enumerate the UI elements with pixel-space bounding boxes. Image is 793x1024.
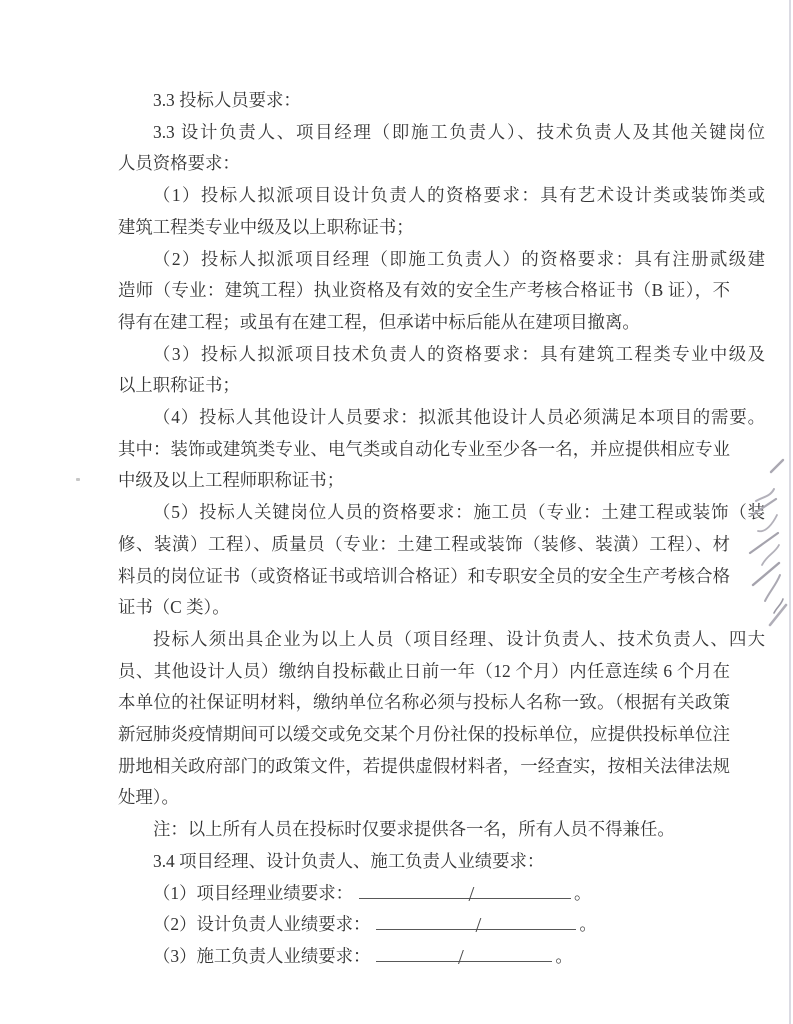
text-line: 投标人须出具企业为以上人员（项目经理、设计负责人、技术负责人、四大 [153, 628, 765, 649]
text-line: 造师（专业：建筑工程）执业资格及有效的安全生产考核合格证书（B 证），不 [118, 280, 730, 301]
text-line: 员、其他设计人员）缴纳自投标截止日前一年（12 个月）内任意连续 6 个月在 [118, 660, 730, 681]
blank-item-label: （3）施工负责人业绩要求： [153, 945, 371, 966]
blank-underline [376, 944, 552, 969]
text-line: 本单位的社保证明材料，缴纳单位名称必须与投标人名称一致。（根据有关政策 [118, 692, 730, 713]
blank-item-suffix: 。 [555, 945, 573, 966]
text-line: 人员资格要求： [118, 153, 240, 174]
handwritten-margin-note [740, 455, 792, 630]
text-line: 3.3 投标人员要求： [153, 90, 301, 110]
fill-in-line [118, 944, 765, 968]
text-line: 中级及以上工程师职称证书； [118, 470, 345, 491]
text-line: 注：以上所有人员在投标时仅要求提供各一名，所有人员不得兼任。 [153, 819, 675, 840]
text-line: 册地相关政府部门的政策文件，若提供虚假材料者，一经查实，按相关法律法规 [118, 755, 730, 776]
text-line: 以上职称证书； [118, 375, 240, 396]
blank-item-label: （1）项目经理业绩要求： [153, 882, 353, 903]
blank-item-suffix: 。 [574, 882, 592, 903]
text-line: （5）投标人关键岗位人员的资格要求：施工员（专业：土建工程或装饰（装 [153, 502, 765, 523]
scan-speck [76, 478, 80, 481]
blank-item-suffix: 。 [579, 914, 597, 935]
text-line: （1）投标人拟派项目设计负责人的资格要求：具有艺术设计类或装饰类或 [153, 185, 765, 206]
blank-underline [359, 881, 571, 906]
blank-item-label: （2）设计负责人业绩要求： [153, 914, 371, 935]
text-line: 修、装潢）工程）、质量员（专业：土建工程或装饰（装修、装潢）工程）、材 [118, 533, 730, 554]
text-line: 3.4 项目经理、设计负责人、施工负责人业绩要求： [153, 850, 545, 871]
slash-mark: / [457, 944, 464, 969]
text-line: （3）投标人拟派项目技术负责人的资格要求：具有建筑工程类专业中级及 [153, 343, 765, 364]
text-line: 其中：装饰或建筑类专业、电气类或自动化专业至少各一名，并应提供相应专业 [118, 438, 730, 459]
text-line: （4）投标人其他设计人员要求：拟派其他设计人员必须满足本项目的需要。 [153, 407, 765, 427]
text-line: 3.3 设计负责人、项目经理（即施工负责人）、技术负责人及其他关键岗位 [153, 121, 765, 142]
scan-edge-line [789, 0, 791, 1024]
text-line: 建筑工程类专业中级及以上职称证书； [118, 216, 414, 237]
blank-underline [376, 913, 576, 938]
slash-mark: / [468, 881, 475, 906]
text-line: 得有在建工程；或虽有在建工程，但承诺中标后能从在建项目撤离。 [118, 311, 640, 332]
slash-mark: / [475, 913, 482, 938]
fill-in-line [118, 912, 765, 936]
text-line: 料员的岗位证书（或资格证书或培训合格证）和专职安全员的安全生产考核合格 [118, 565, 730, 586]
text-line: 处理）。 [118, 787, 179, 808]
text-line: 证书（C 类）。 [118, 597, 230, 618]
text-line: （2）投标人拟派项目经理（即施工负责人）的资格要求：具有注册贰级建 [153, 248, 765, 269]
fill-in-line [118, 881, 765, 905]
text-line: 新冠肺炎疫情期间可以缓交或免交某个月份社保的投标单位，应提供投标单位注 [118, 724, 730, 744]
